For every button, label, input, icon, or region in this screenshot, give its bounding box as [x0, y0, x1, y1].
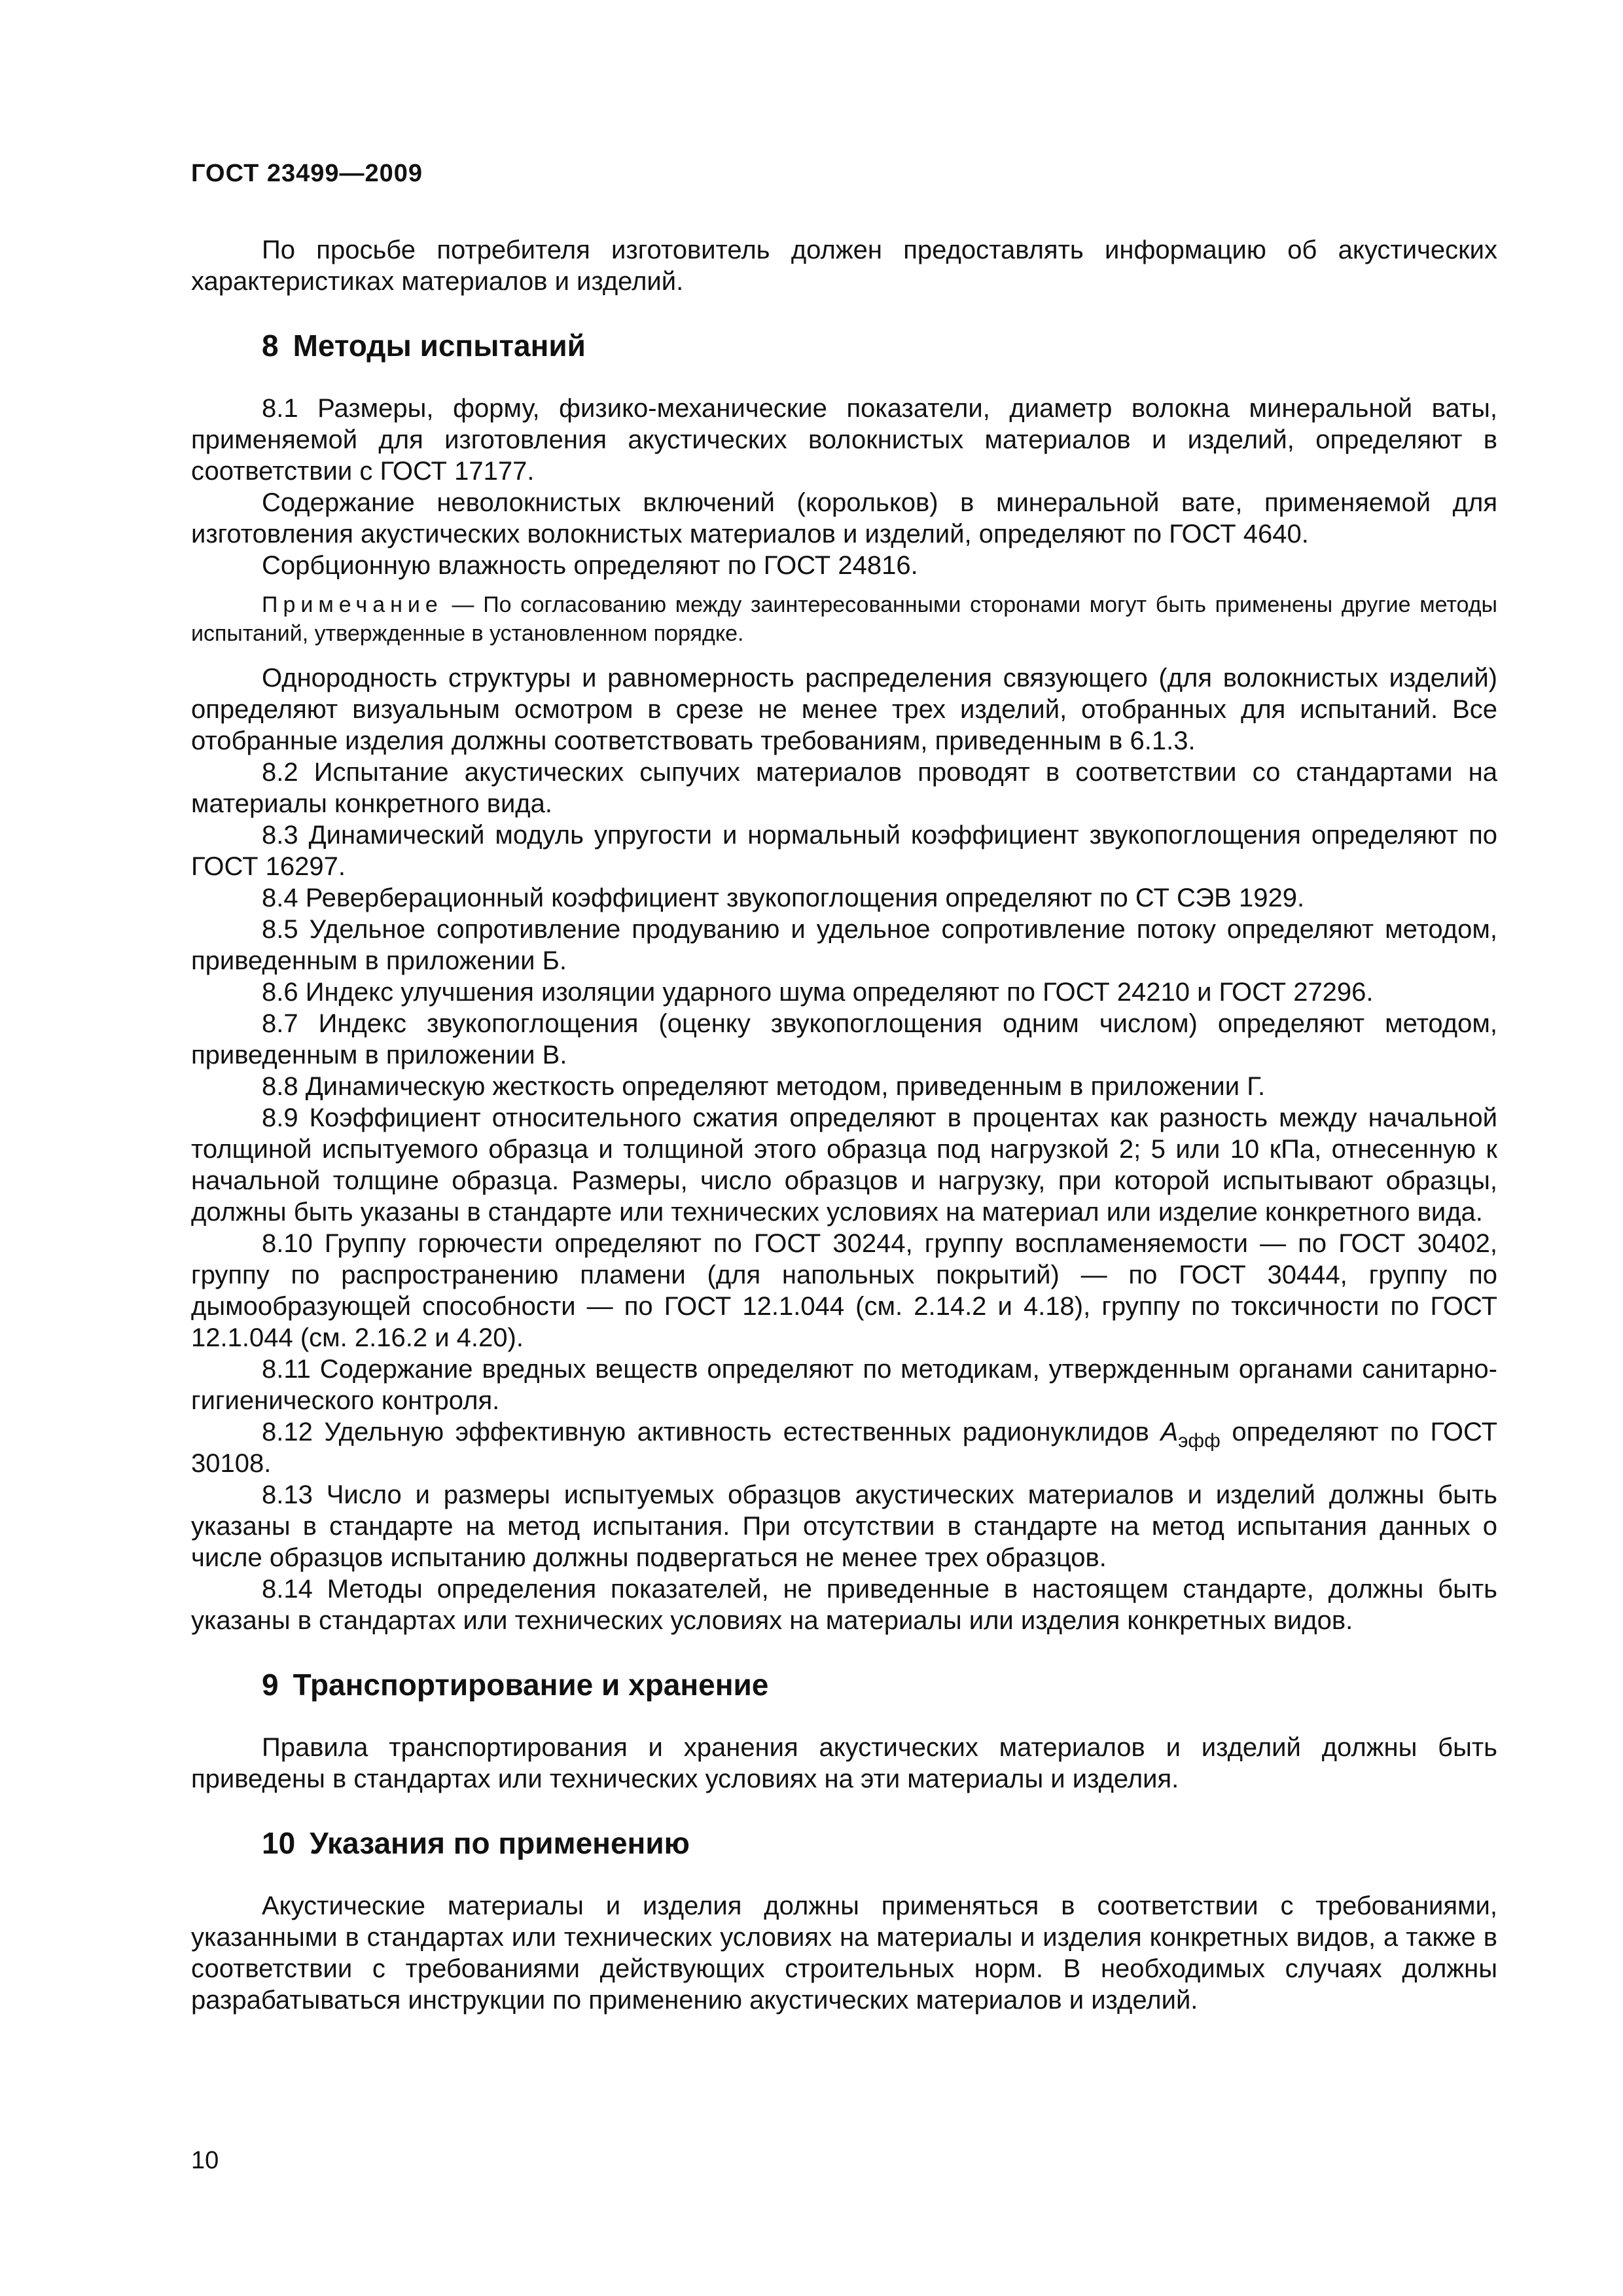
activity-subscript: эфф: [1178, 1430, 1221, 1452]
section-8-title: Методы испытаний: [293, 329, 586, 363]
section-9-number: 9: [262, 1668, 279, 1702]
activity-symbol: A: [1160, 1418, 1179, 1446]
section-10-title: Указания по применению: [310, 1826, 690, 1860]
paragraph-uniformity: Однородность структуры и равномерность распределения связующего (для волокнистых изделий) определяют визуальным осмотром в срезе не менее трех изделий, отобранных для испытаний. Все отобранные изделия должны соответствовать требованиям, приведенным в 6.1.3.: [191, 664, 1497, 755]
paragraph-8-4: 8.4 Реверберационный коэффициент звукопоглощения определяют по СТ СЭВ 1929.: [262, 884, 1305, 912]
paragraph-8-12-text-before: 8.12 Удельную эффективную активность естественных радионуклидов: [262, 1418, 1161, 1446]
section-10-heading: [191, 1825, 1497, 1861]
paragraph-8-1: 8.1 Размеры, форму, физико-механические показатели, диаметр волокна минеральной ваты, применяемой для изготовления акустических волокнистых материалов и изделий, определяют в соответствии с ГОСТ 17177.: [191, 394, 1497, 486]
section-8-number: 8: [262, 329, 279, 363]
section-9-heading: [191, 1666, 1497, 1703]
paragraph-8-6: 8.6 Индекс улучшения изоляции ударного шума определяют по ГОСТ 24210 и ГОСТ 27296.: [262, 978, 1374, 1007]
document-page: [191, 0, 1497, 2296]
paragraph-8-11: 8.11 Содержание вредных веществ определяют по методикам, утвержденным органами санитарно-гигиенического контроля.: [191, 1355, 1497, 1415]
document-body: [191, 234, 1497, 2016]
paragraph-8-14: 8.14 Методы определения показателей, не приведенные в настоящем стандарте, должны быть указаны в стандартах или технических условиях на материалы или изделия конкретных видов.: [191, 1575, 1497, 1635]
paragraph-9: Правила транспортирования и хранения акустических материалов и изделий должны быть приведены в стандартах или технических условиях на эти материалы и изделия.: [191, 1733, 1497, 1793]
intro-paragraph: По просьбе потребителя изготовитель должен предоставлять информацию об акустических характеристиках материалов и изделий.: [191, 236, 1497, 296]
document-header: ГОСТ 23499—2009: [191, 160, 423, 187]
note-label: Примечание: [262, 592, 443, 617]
paragraph-8-1-moisture: Сорбционную влажность определяют по ГОСТ 24816.: [262, 551, 918, 580]
paragraph-8-10: 8.10 Группу горючести определяют по ГОСТ 30244, группу воспламеняемости — по ГОСТ 30402, группу по распространению пламени (для напольных покрытий) — по ГОСТ 30444, группу по дымообразующей способности — по ГОСТ 12.1.044 (см. 2.14.2 и 4.18), группу по токсичности по ГОСТ 12.1.044 (см. 2.16.2 и 4.20).: [191, 1229, 1497, 1352]
paragraph-8-3: 8.3 Динамический модуль упругости и нормальный коэффициент звукопоглощения определяют по ГОСТ 16297.: [191, 821, 1497, 881]
paragraph-8-1-inclusions: Содержание неволокнистых включений (корольков) в минеральной вате, применяемой для изготовления акустических волокнистых материалов и изделий, определяют по ГОСТ 4640.: [191, 488, 1497, 548]
paragraph-8-9: 8.9 Коэффициент относительного сжатия определяют в процентах как разность между начальной толщиной испытуемого образца и толщиной этого образца под нагрузкой 2; 5 или 10 кПа, отнесенную к начальной толщине образца. Размеры, число образцов и нагрузку, при которой испытывают образцы, должны быть указаны в стандарте или технических условиях на материал или изделие конкретного вида.: [191, 1103, 1497, 1227]
note-text: — По согласованию между заинтересованными сторонами могут быть применены другие методы испытаний, утвержденные в установленном порядке.: [191, 592, 1497, 646]
paragraph-10: Акустические материалы и изделия должны применяться в соответствии с требованиями, указанными в стандартах или технических условиях на материалы и изделия конкретных видов, а также в соответствии с требованиями действующих строительных норм. В необходимых случаях должны разрабатываться инструкции по применению акустических материалов и изделий.: [191, 1892, 1497, 2015]
paragraph-8-12-text-after: определяют по ГОСТ 30108.: [191, 1418, 1498, 1478]
paragraph-8-2: 8.2 Испытание акустических сыпучих материалов проводят в соответствии со стандартами на материалы конкретного вида.: [191, 758, 1497, 818]
section-10-number: 10: [262, 1826, 296, 1860]
section-8-heading: [191, 327, 1497, 364]
paragraph-8-7: 8.7 Индекс звукопоглощения (оценку звукопоглощения одним числом) определяют методом, приведенным в приложении В.: [191, 1009, 1497, 1069]
section-9-title: Транспортирование и хранение: [293, 1668, 769, 1702]
note-paragraph: [191, 590, 1497, 648]
paragraph-8-5: 8.5 Удельное сопротивление продуванию и удельное сопротивление потоку определяют методом, приведенным в приложении Б.: [191, 915, 1497, 975]
page-number: 10: [191, 2147, 219, 2174]
paragraph-8-8: 8.8 Динамическую жесткость определяют методом, приведенным в приложении Г.: [262, 1072, 1266, 1101]
paragraph-8-13: 8.13 Число и размеры испытуемых образцов акустических материалов и изделий должны быть указаны в стандарте на метод испытания. При отсутствии в стандарте на метод испытания данных о числе образцов испытанию должны подвергаться не менее трех образцов.: [191, 1480, 1497, 1572]
paragraph-8-12: [191, 1416, 1497, 1479]
